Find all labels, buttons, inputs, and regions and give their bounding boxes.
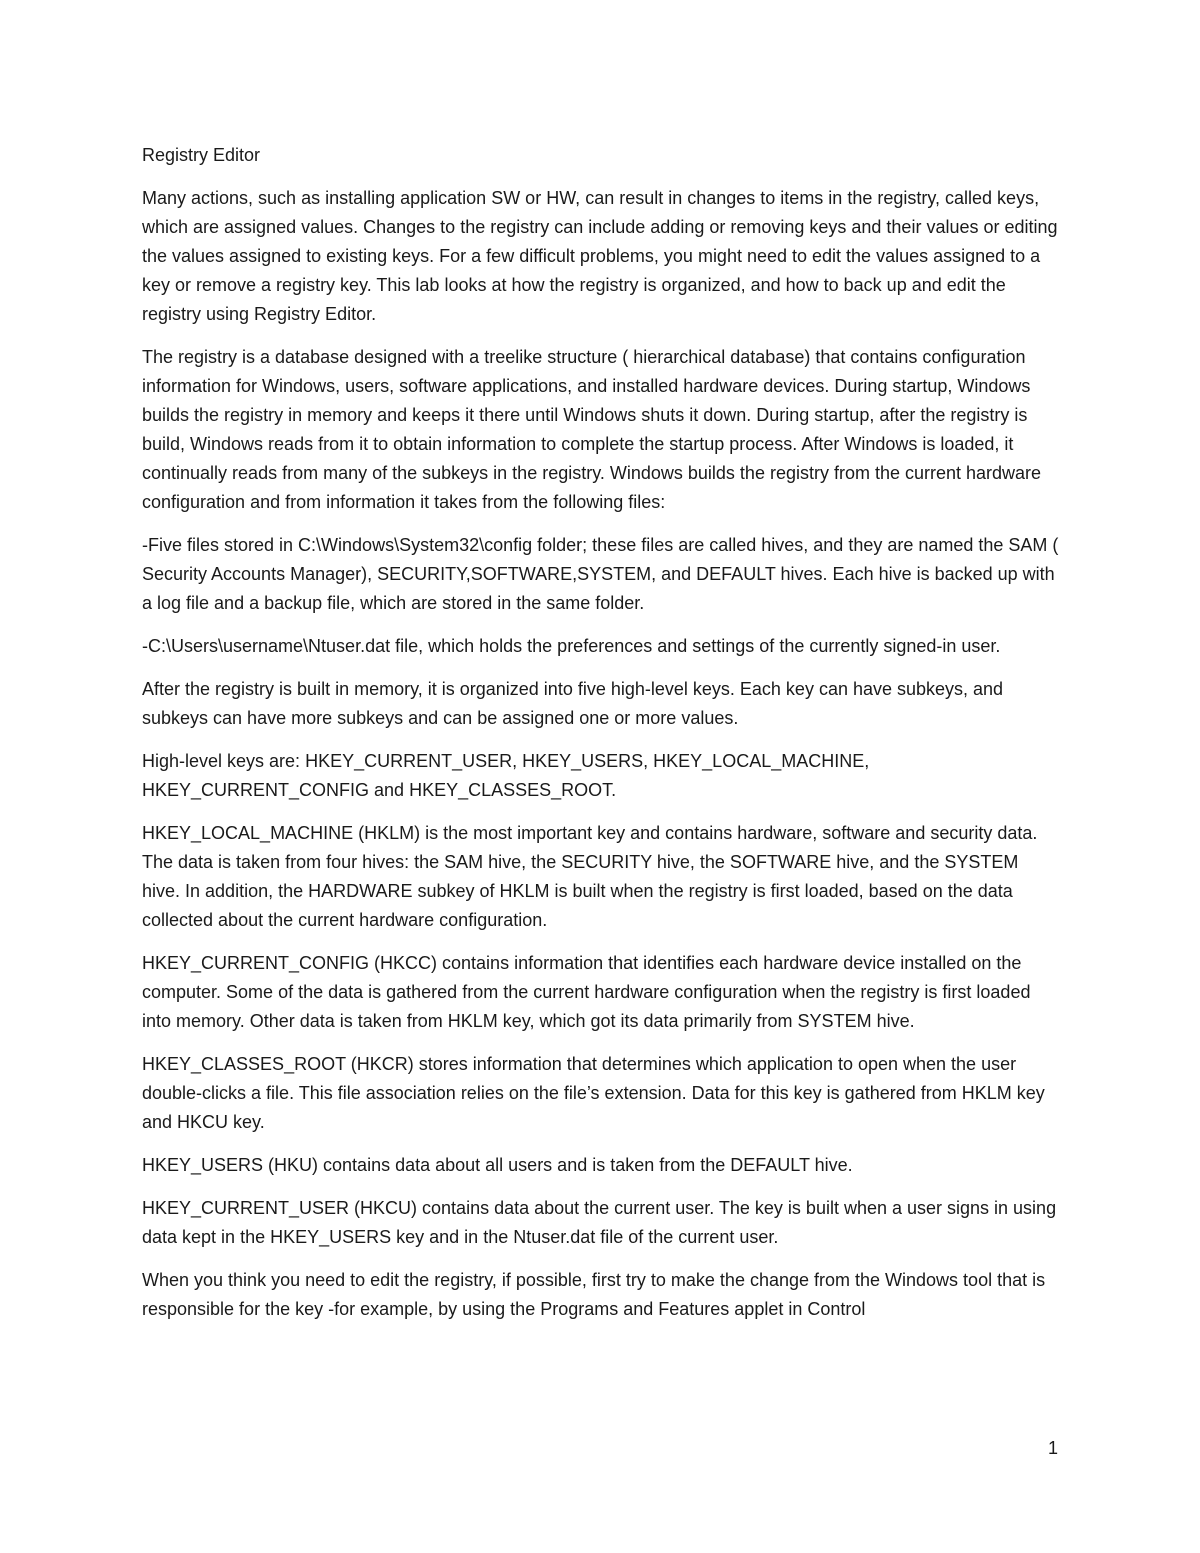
paragraph-hkcc: HKEY_CURRENT_CONFIG (HKCC) contains information that identifies each hardware device installed on the computer. Some of the data is gathered from the current hardware configuration when the registry is first loaded into memory. Other data is taken from HKLM key, which got its data primarily from SYSTEM hive. (142, 953, 1031, 1031)
paragraph-hkcu: HKEY_CURRENT_USER (HKCU) contains data about the current user. The key is built when a user signs in using data kept in the HKEY_USERS key and in the Ntuser.dat file of the current user. (142, 1198, 1057, 1247)
paragraph-ntuser-file: -C:\Users\username\Ntuser.dat file, which holds the preferences and settings of the currently signed-in user. (142, 636, 1001, 656)
paragraph-registry-database: The registry is a database designed with a treelike structure ( hierarchical database) that contains configuration information for Windows, users, software applications, and installed hardware devices. During startup, Windows builds the registry in memory and keeps it there until Windows shuts it down. During startup, after the registry is build, Windows reads from it to obtain information to complete the startup process. After Windows is loaded, it continually reads from many of the subkeys in the registry. Windows builds the registry from the current hardware configuration and from information it takes from the following files: (142, 347, 1042, 512)
paragraph-hive-files: -Five files stored in C:\Windows\System32\config folder; these files are called hives, and they are named the SAM ( Security Accounts Manager), SECURITY,SOFTWARE,SYSTEM, and DEFAULT hives. Each hive is backed up with a log file and a backup file, which are stored in the same folder. (142, 535, 1059, 613)
page-number: 1 (1047, 1438, 1058, 1458)
paragraph-hklm: HKEY_LOCAL_MACHINE (HKLM) is the most important key and contains hardware, software and security data. The data is taken from four hives: the SAM hive, the SECURITY hive, the SOFTWARE hive, and the SYSTEM hive. In addition, the HARDWARE subkey of HKLM is built when the registry is first loaded, based on the data collected about the current hardware configuration. (142, 823, 1038, 930)
paragraph-hku: HKEY_USERS (HKU) contains data about all users and is taken from the DEFAULT hive. (142, 1155, 853, 1175)
paragraph-hkcr: HKEY_CLASSES_ROOT (HKCR) stores information that determines which application to open when the user double-clicks a file. This file association relies on the file’s extension. Data for this key is gathered from HKLM key and HKCU key. (142, 1054, 1045, 1132)
paragraph-high-level-keys-intro: After the registry is built in memory, it is organized into five high-level keys. Each key can have subkeys, and subkeys can have more subkeys and can be assigned one or more values. (142, 679, 1004, 728)
document-title: Registry Editor (142, 145, 261, 165)
paragraph-intro: Many actions, such as installing application SW or HW, can result in changes to items in the registry, called keys, which are assigned values. Changes to the registry can include adding or removing keys and their values or editing the values assigned to existing keys. For a few difficult problems, you might need to edit the values assigned to a key or remove a registry key. This lab looks at how the registry is organized, and how to back up and edit the registry using Registry Editor. (142, 188, 1058, 324)
paragraph-editing-advice: When you think you need to edit the registry, if possible, first try to make the change from the Windows tool that is responsible for the key -for example, by using the Programs and Features applet in Control (142, 1270, 1046, 1319)
document-body (142, 141, 1060, 1338)
paragraph-high-level-keys-list: High-level keys are: HKEY_CURRENT_USER, HKEY_USERS, HKEY_LOCAL_MACHINE, HKEY_CURRENT_CONFIG and HKEY_CLASSES_ROOT. (142, 751, 870, 800)
